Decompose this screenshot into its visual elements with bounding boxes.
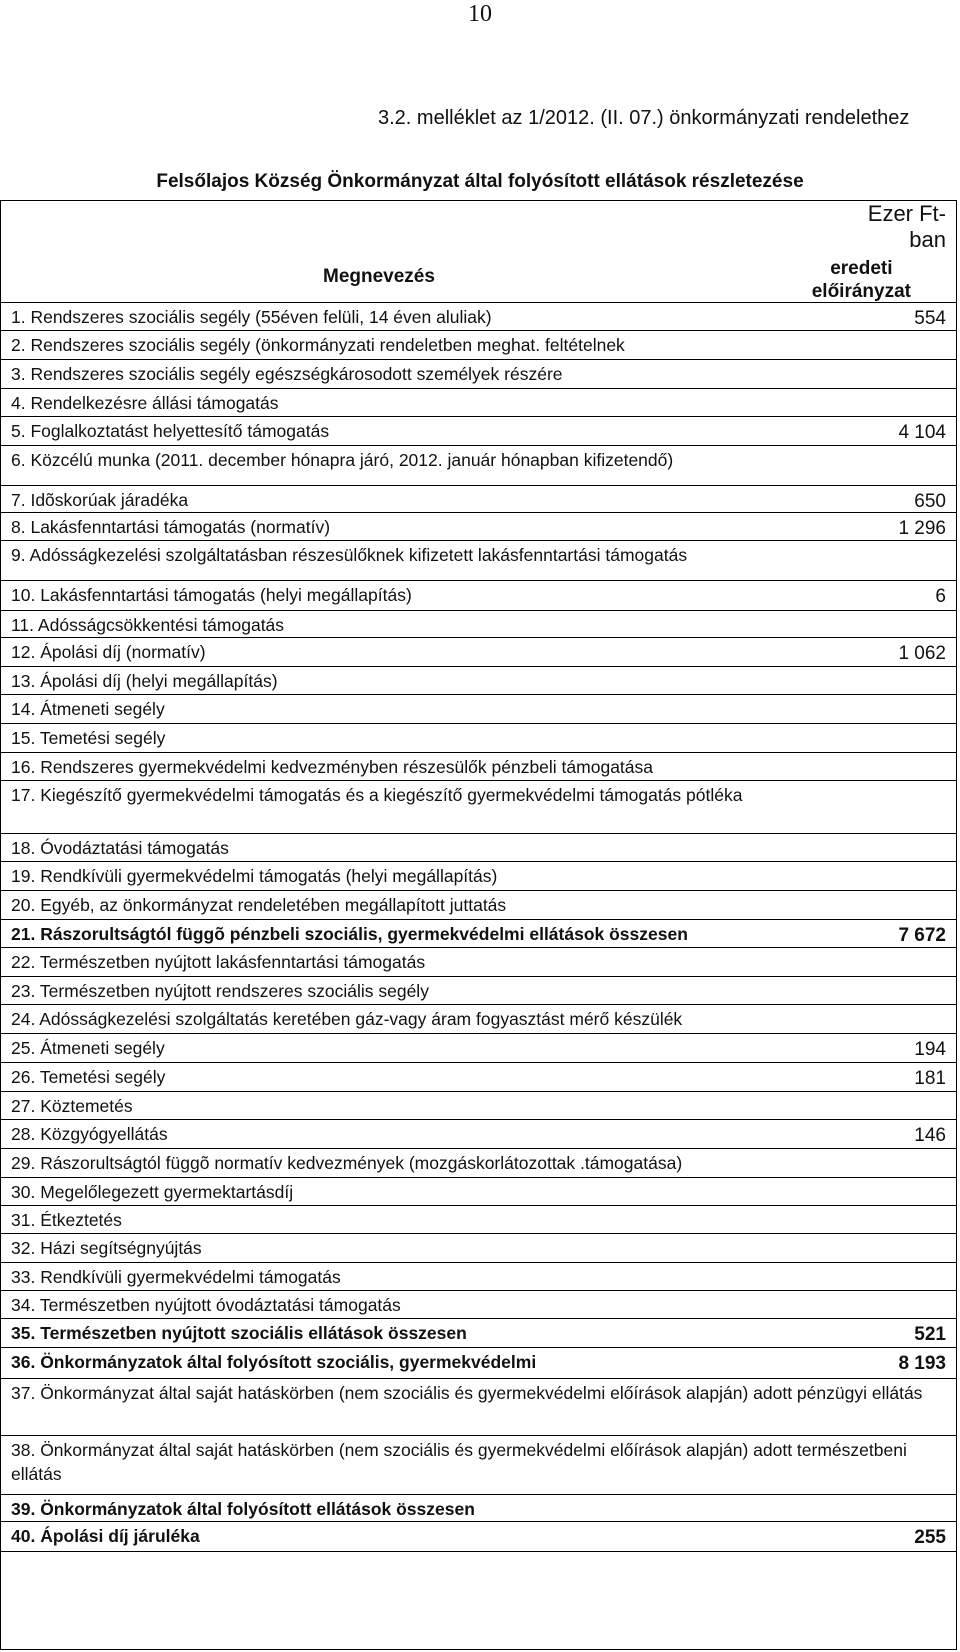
table-row — [1, 1263, 956, 1291]
row-label: 35. Természetben nyújtott szociális ellátások összesen — [11, 1323, 467, 1343]
row-value: 6 — [935, 586, 946, 607]
row-label: 31. Étkeztetés — [11, 1210, 122, 1230]
column-header-appropriation — [812, 257, 911, 303]
row-label: 40. Ápolási díj járuléka — [11, 1526, 200, 1546]
row-label: 27. Köztemetés — [11, 1096, 133, 1116]
row-value: 4 104 — [898, 422, 946, 443]
row-label: 23. Természetben nyújtott rendszeres szociális segély — [11, 981, 429, 1001]
document-title: Felsőlajos Község Önkormányzat által folyósított ellátások részletezése — [156, 171, 804, 192]
column-header-line: előirányzat — [811, 281, 911, 302]
table-row — [1, 1178, 956, 1206]
row-label: 10. Lakásfenntartási támogatás (helyi megállapítás) — [11, 585, 412, 605]
row-value: 1 062 — [898, 643, 946, 664]
row-label: 22. Természetben nyújtott lakásfenntartási támogatás — [11, 952, 426, 972]
table-row — [1, 948, 956, 977]
row-label: 14. Átmeneti segély — [11, 699, 165, 719]
table-row — [1, 1348, 956, 1379]
row-value: 181 — [914, 1068, 946, 1089]
unit-label-line: ban — [909, 227, 946, 252]
table-row — [1, 331, 956, 360]
table-row — [1, 302, 956, 331]
row-label: 9. Adósságkezelési szolgáltatásban részesülőknek kifizetett lakásfenntartási támogatás — [11, 545, 688, 565]
table-row — [1, 1522, 956, 1552]
row-label: 16. Rendszeres gyermekvédelmi kedvezményben részesülők pénzbeli támogatása — [11, 757, 654, 777]
row-label: 30. Megelőlegezett gyermektartásdíj — [11, 1182, 294, 1202]
table-row — [1, 446, 956, 486]
unit-label — [868, 201, 946, 253]
table-row — [1, 1379, 956, 1436]
table-row — [1, 611, 956, 638]
row-label: 11. Adósságcsökkentési támogatás — [11, 615, 285, 635]
row-value: 255 — [914, 1527, 946, 1548]
row-label: 4. Rendelkezésre állási támogatás — [11, 393, 279, 413]
table-row — [1, 1149, 956, 1178]
row-label: 38. Önkormányzat által saját hatáskörben (nem szociális és gyermekvédelmi előírások alapján) adott természetbeni ellátás — [11, 1440, 907, 1484]
table-row — [1, 1436, 956, 1495]
table-row — [1, 695, 956, 724]
table-row — [1, 541, 956, 581]
document-subtitle: 3.2. melléklet az 1/2012. (II. 07.) önkormányzati rendelethez — [378, 107, 910, 129]
row-label: 18. Óvodáztatási támogatás — [11, 838, 229, 858]
table-row — [1, 1063, 956, 1092]
row-label: 17. Kiegészítő gyermekvédelmi támogatás és a kiegészítő gyermekvédelmi támogatás pótléka — [11, 785, 743, 805]
row-label: 15. Temetési segély — [11, 728, 166, 748]
row-label: 21. Rászorultságtól függõ pénzbeli szociális, gyermekvédelmi ellátások összesen — [11, 924, 688, 944]
table-row — [1, 862, 956, 891]
table-row — [1, 1234, 956, 1263]
row-value: 650 — [914, 491, 946, 512]
row-label: 12. Ápolási díj (normatív) — [11, 642, 206, 662]
table-row — [1, 1319, 956, 1348]
table-row — [1, 513, 956, 541]
table-row — [1, 1120, 956, 1149]
table-row — [1, 724, 956, 753]
table-row — [1, 1092, 956, 1120]
row-label: 20. Egyéb, az önkormányzat rendeletében megállapított juttatás — [11, 895, 507, 915]
allowances-table — [0, 200, 957, 1650]
row-label: 28. Közgyógyellátás — [11, 1124, 168, 1144]
row-value: 146 — [914, 1125, 946, 1146]
unit-label-line: Ezer Ft- — [867, 201, 946, 226]
row-label: 32. Házi segítségnyújtás — [11, 1238, 202, 1258]
table-row — [1, 417, 956, 446]
table-row — [1, 638, 956, 667]
row-value: 194 — [914, 1039, 946, 1060]
table-row — [1, 834, 956, 862]
row-label: 34. Természetben nyújtott óvodáztatási támogatás — [11, 1295, 401, 1315]
column-header-line: eredeti — [830, 258, 893, 279]
row-value: 1 296 — [898, 518, 946, 539]
row-label: 36. Önkormányzatok által folyósított szociális, gyermekvédelmi — [11, 1352, 537, 1372]
table-row — [1, 1034, 956, 1063]
table-row — [1, 920, 956, 948]
row-label: 37. Önkormányzat által saját hatáskörben (nem szociális és gyermekvédelmi előírások alapján) adott pénzügyi ellátás — [11, 1383, 923, 1403]
row-label: 13. Ápolási díj (helyi megállapítás) — [11, 671, 278, 691]
row-label: 7. Idõskorúak járadéka — [11, 490, 189, 510]
table-row — [1, 389, 956, 417]
row-label: 5. Foglalkoztatást helyettesítő támogatás — [11, 421, 330, 441]
row-label: 1. Rendszeres szociális segély (55éven felüli, 14 éven aluliak) — [11, 307, 492, 327]
row-value: 8 193 — [898, 1353, 946, 1374]
row-label: 8. Lakásfenntartási támogatás (normatív) — [11, 517, 331, 537]
table-row — [1, 486, 956, 513]
row-label: 33. Rendkívüli gyermekvédelmi támogatás — [11, 1267, 341, 1287]
table-row — [1, 1005, 956, 1034]
row-label: 29. Rászorultságtól függõ normatív kedvezmények (mozgáskorlátozottak .támogatása) — [11, 1153, 683, 1173]
row-value: 521 — [914, 1324, 946, 1345]
row-label: 24. Adósságkezelési szolgáltatás keretében gáz-vagy áram fogyasztást mérő készülék — [11, 1009, 683, 1029]
table-row — [1, 1206, 956, 1234]
row-label: 6. Közcélú munka (2011. december hónapra járó, 2012. január hónapban kifizetendő) — [11, 450, 674, 470]
row-label: 39. Önkormányzatok által folyósított ellátások összesen — [11, 1499, 475, 1519]
row-label: 25. Átmeneti segély — [11, 1038, 165, 1058]
row-label: 2. Rendszeres szociális segély (önkormányzati rendeletben meghat. feltételnek — [11, 335, 625, 355]
row-label: 19. Rendkívüli gyermekvédelmi támogatás (helyi megállapítás) — [11, 866, 498, 886]
table-row — [1, 781, 956, 834]
table-row — [1, 753, 956, 781]
table-row — [1, 1495, 956, 1522]
table-row — [1, 667, 956, 695]
column-header-name: Megnevezés — [323, 266, 435, 287]
table-row — [1, 581, 956, 611]
row-value: 7 672 — [898, 925, 946, 946]
table-row — [1, 360, 956, 389]
table-row — [1, 1291, 956, 1319]
row-label: 3. Rendszeres szociális segély egészségkárosodott személyek részére — [11, 364, 563, 384]
row-label: 26. Temetési segély — [11, 1067, 166, 1087]
page-number: 10 — [468, 1, 492, 27]
row-value: 554 — [914, 308, 946, 329]
table-body — [1, 302, 956, 1552]
table-row — [1, 977, 956, 1005]
table-row — [1, 891, 956, 920]
